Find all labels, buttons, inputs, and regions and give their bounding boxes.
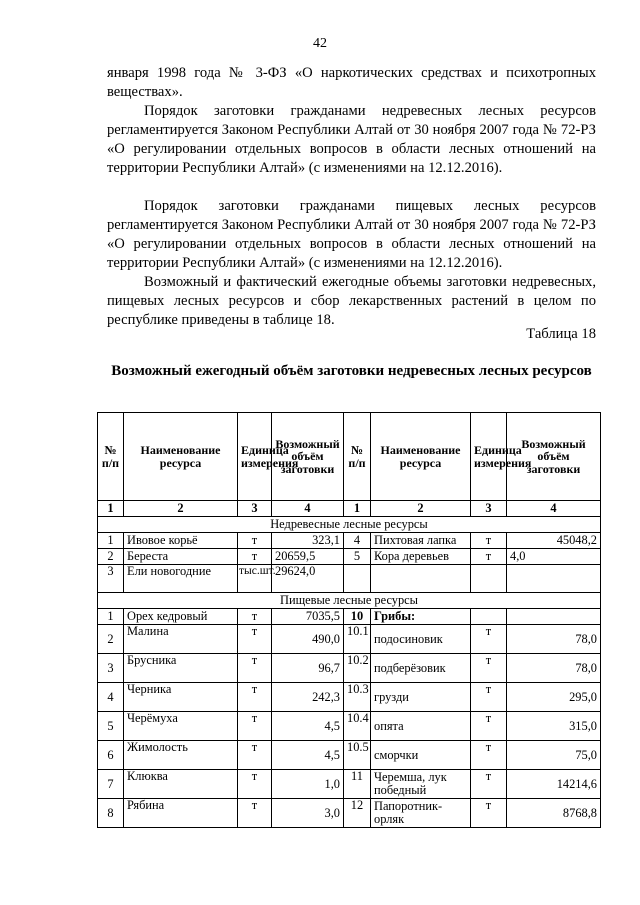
volume: 4,0 [507, 549, 601, 565]
resource-name: Кора деревьев [371, 549, 471, 565]
header-cell: Возможный объём заготовки [272, 413, 344, 501]
row-number: 11 [344, 770, 371, 799]
volume: 242,3 [272, 683, 344, 712]
volume: 315,0 [507, 712, 601, 741]
header-cell: № п/п [98, 413, 124, 501]
row-number: 10.5 [344, 741, 371, 770]
resource-name: опята [371, 712, 471, 741]
unit: т [238, 625, 272, 654]
volume: 7035,5 [272, 609, 344, 625]
unit: т [238, 799, 272, 828]
volume: 3,0 [272, 799, 344, 828]
unit: т [238, 741, 272, 770]
table-label: Таблица 18 [526, 326, 596, 342]
volume: 1,0 [272, 770, 344, 799]
empty-cell [507, 609, 601, 625]
header-number: 1 [98, 501, 124, 517]
resource-name: Брусника [124, 654, 238, 683]
page-number: 42 [313, 36, 327, 51]
table-row [98, 533, 601, 549]
volume: 295,0 [507, 683, 601, 712]
unit: т [471, 741, 507, 770]
volume: 29624,0 [272, 565, 344, 593]
table-row [98, 741, 601, 770]
table-row [98, 683, 601, 712]
unit: т [238, 549, 272, 565]
header-cell: Возможный объём заготовки [507, 413, 601, 501]
resource-name: Ели новогодние [124, 565, 238, 593]
unit: т [471, 799, 507, 828]
header-cell: Единица измерения [238, 413, 272, 501]
unit: т [471, 549, 507, 565]
table-row [98, 799, 601, 828]
section-row [98, 593, 601, 609]
empty-cell [471, 609, 507, 625]
unit: т [471, 712, 507, 741]
resource-name: сморчки [371, 741, 471, 770]
resource-name: Рябина [124, 799, 238, 828]
resource-name: Черемша, лук победный [371, 770, 471, 799]
unit: т [471, 683, 507, 712]
volume: 96,7 [272, 654, 344, 683]
row-number: 2 [98, 625, 124, 654]
row-number: 8 [98, 799, 124, 828]
unit: т [471, 654, 507, 683]
row-number: 7 [98, 770, 124, 799]
row-number: 4 [98, 683, 124, 712]
resource-name: Черёмуха [124, 712, 238, 741]
row-number: 2 [98, 549, 124, 565]
header-cell: Наименование ресурса [371, 413, 471, 501]
resource-name: Жимолость [124, 741, 238, 770]
row-number: 5 [344, 549, 371, 565]
table-row [98, 625, 601, 654]
table-row [98, 654, 601, 683]
header-number-row [98, 501, 601, 517]
row-number: 10.1 [344, 625, 371, 654]
row-number: 10 [344, 609, 371, 625]
resource-group-title: Грибы: [371, 609, 471, 625]
row-number: 1 [98, 609, 124, 625]
resources-table [97, 412, 601, 828]
table-title: Возможный ежегодный объём заготовки недревесных лесных ресурсов [111, 363, 592, 379]
resource-name: Малина [124, 625, 238, 654]
paragraph-1: января 1998 года № 3-ФЗ «О наркотических средствах и психотропных веществах». [107, 65, 596, 100]
header-cell: № п/п [344, 413, 371, 501]
volume: 78,0 [507, 654, 601, 683]
empty-cell [471, 565, 507, 593]
header-number: 1 [344, 501, 371, 517]
empty-cell [507, 565, 601, 593]
row-number: 12 [344, 799, 371, 828]
unit: т [471, 770, 507, 799]
unit: т [238, 533, 272, 549]
header-number: 4 [272, 501, 344, 517]
volume: 4,5 [272, 712, 344, 741]
volume: 8768,8 [507, 799, 601, 828]
header-row [98, 413, 601, 501]
resource-name: Береста [124, 549, 238, 565]
volume: 78,0 [507, 625, 601, 654]
empty-cell [371, 565, 471, 593]
volume: 490,0 [272, 625, 344, 654]
unit: тыс.шт. [238, 565, 272, 593]
paragraph-2: Порядок заготовки гражданами недревесных лесных ресурсов регламентируется Законом Республики Алтай от 30 ноября 2007 года № 72-РЗ «О регулировании отдельных вопросов в области лесных отношений на территории Республики Алтай» (с изменениями на 12.12.2016). [107, 103, 596, 176]
resource-name: Ивовое корьё [124, 533, 238, 549]
header-number: 2 [371, 501, 471, 517]
resource-name: подберёзовик [371, 654, 471, 683]
section-title: Недревесные лесные ресурсы [98, 517, 601, 533]
resource-name: Орех кедровый [124, 609, 238, 625]
resource-name: грузди [371, 683, 471, 712]
header-number: 3 [471, 501, 507, 517]
unit: т [238, 770, 272, 799]
section-row [98, 517, 601, 533]
row-number: 3 [98, 565, 124, 593]
table-row [98, 712, 601, 741]
unit: т [471, 533, 507, 549]
unit: т [238, 654, 272, 683]
empty-cell [344, 565, 371, 593]
volume: 75,0 [507, 741, 601, 770]
unit: т [238, 609, 272, 625]
resource-name: Черника [124, 683, 238, 712]
header-number: 2 [124, 501, 238, 517]
table-row [98, 565, 601, 593]
table-row [98, 549, 601, 565]
paragraph-4: Возможный и фактический ежегодные объемы заготовки недревесных, пищевых лесных ресурсов и сбор лекарственных растений в целом по республике приведены в таблице 18. [107, 274, 596, 328]
unit: т [238, 683, 272, 712]
row-number: 1 [98, 533, 124, 549]
paragraph-3: Порядок заготовки гражданами пищевых лесных ресурсов регламентируется Законом Республики Алтай от 30 ноября 2007 года № 72-РЗ «О регулировании отдельных вопросов в области лесных отношений на территории Республики Алтай» (с изменениями на 12.12.2016). [107, 198, 596, 271]
row-number: 10.2 [344, 654, 371, 683]
table-row [98, 770, 601, 799]
volume: 20659,5 [272, 549, 344, 565]
volume: 323,1 [272, 533, 344, 549]
header-number: 3 [238, 501, 272, 517]
table-row [98, 609, 601, 625]
resource-name: Клюква [124, 770, 238, 799]
row-number: 10.4 [344, 712, 371, 741]
resource-name: Пихтовая лапка [371, 533, 471, 549]
row-number: 5 [98, 712, 124, 741]
row-number: 6 [98, 741, 124, 770]
section-title: Пищевые лесные ресурсы [98, 593, 601, 609]
resource-name: подосиновик [371, 625, 471, 654]
row-number: 3 [98, 654, 124, 683]
header-cell: Наименование ресурса [124, 413, 238, 501]
row-number: 10.3 [344, 683, 371, 712]
unit: т [238, 712, 272, 741]
resource-name: Папоротник-орляк [371, 799, 471, 828]
volume: 4,5 [272, 741, 344, 770]
volume: 14214,6 [507, 770, 601, 799]
header-number: 4 [507, 501, 601, 517]
unit: т [471, 625, 507, 654]
row-number: 4 [344, 533, 371, 549]
volume: 45048,2 [507, 533, 601, 549]
header-cell: Единица измерения [471, 413, 507, 501]
